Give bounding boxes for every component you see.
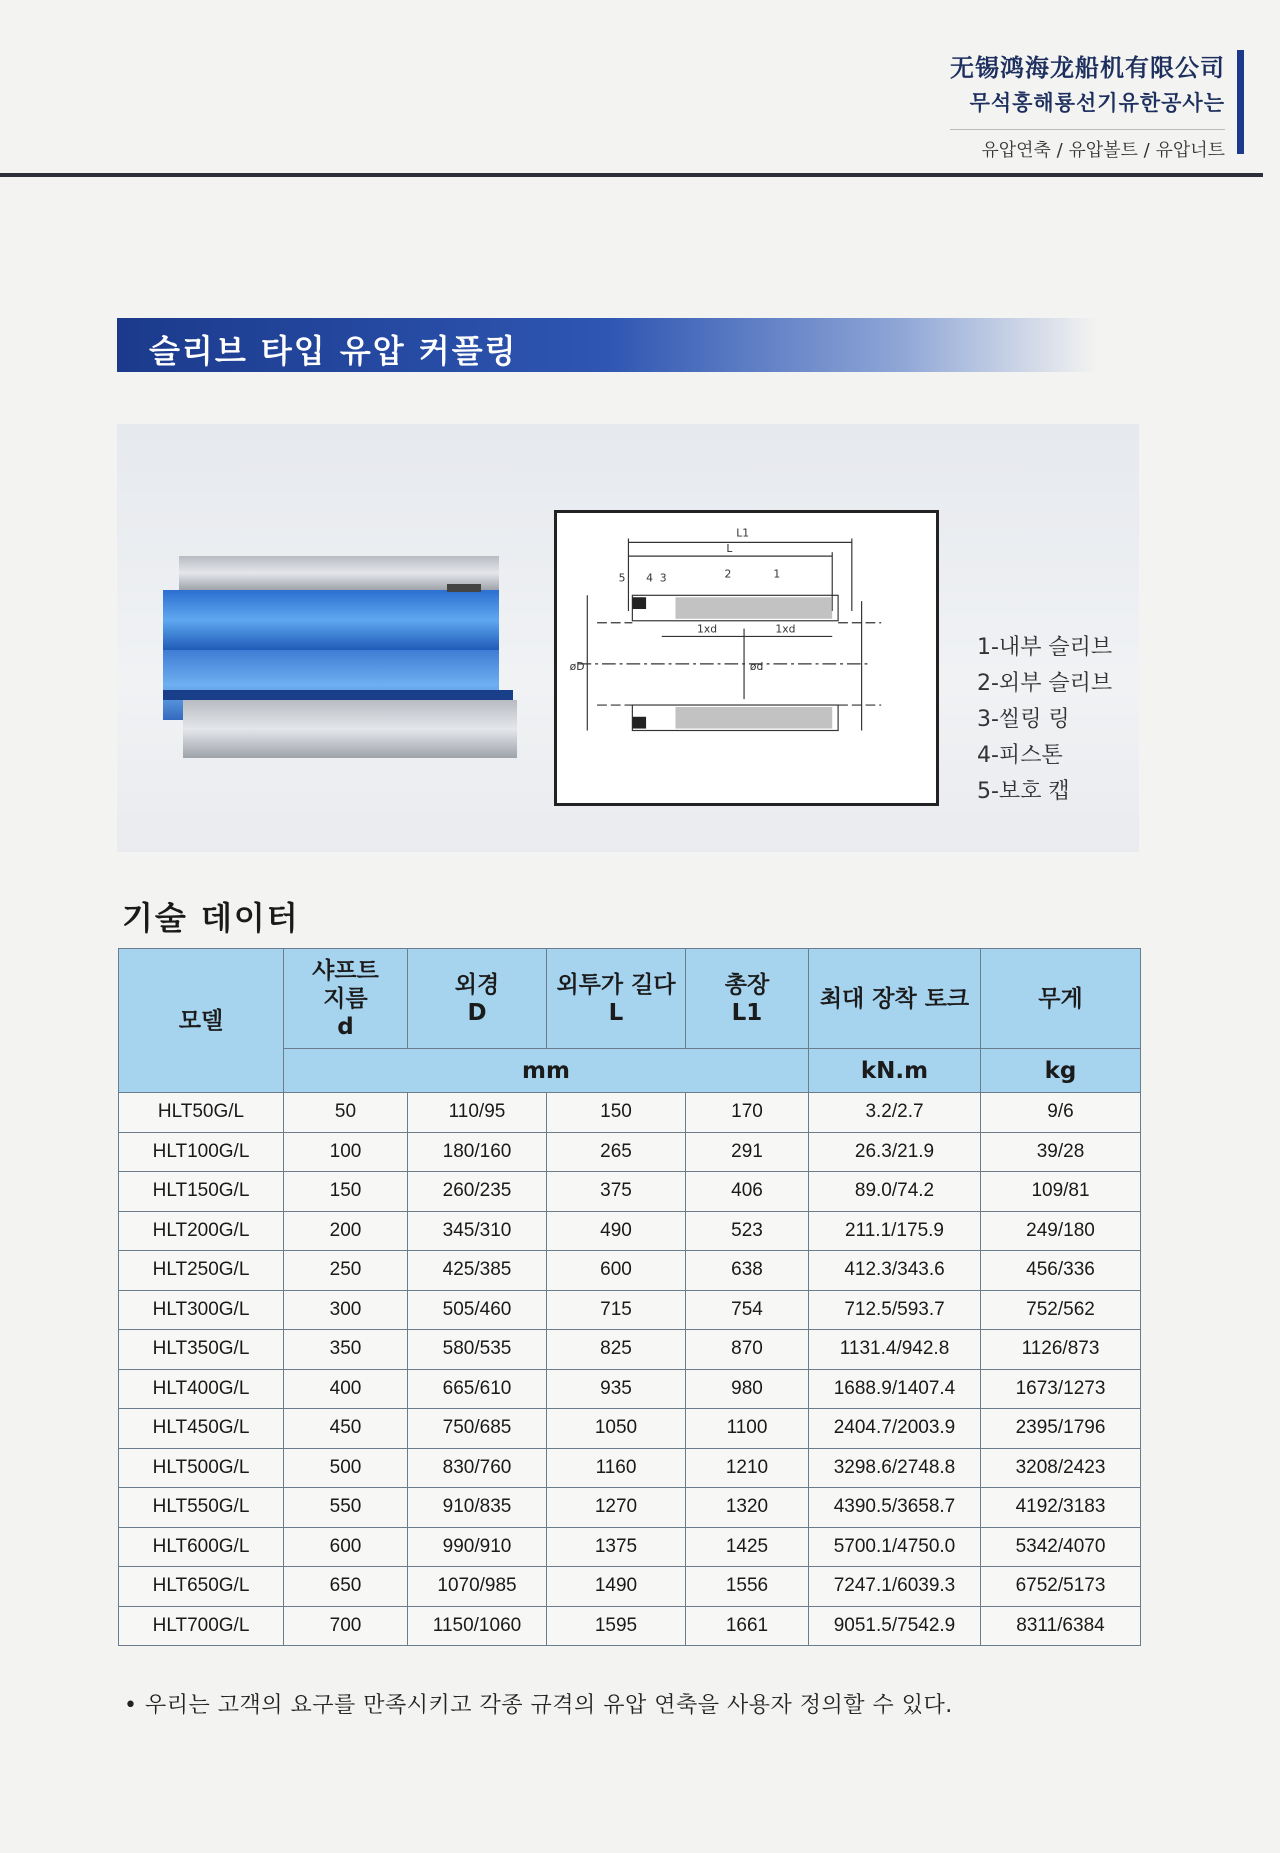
coupling-technical-drawing: [554, 510, 939, 806]
header-divider: [0, 173, 1263, 177]
header-line: L: [608, 999, 624, 1026]
table-cell: 712.5/593.7: [809, 1290, 981, 1330]
company-name-ko: 무석홍해룡선기유한공사는: [969, 91, 1225, 115]
table-cell: 211.1/175.9: [809, 1211, 981, 1251]
parts-legend: [977, 630, 1112, 810]
table-cell: 8311/6384: [981, 1606, 1141, 1646]
callout-number: 2: [724, 567, 732, 581]
dim-label: øD: [569, 659, 585, 673]
table-cell: 50: [284, 1093, 408, 1133]
table-row: [119, 1251, 1141, 1291]
table-cell: 180/160: [408, 1132, 547, 1172]
table-cell: 490: [547, 1211, 686, 1251]
table-cell: 910/835: [408, 1488, 547, 1528]
unit-weight: kg: [981, 1049, 1141, 1093]
table-cell: 870: [686, 1330, 809, 1370]
table-row: [119, 1290, 1141, 1330]
table-cell: 1210: [686, 1448, 809, 1488]
table-cell: 1320: [686, 1488, 809, 1528]
table-cell: 4192/3183: [981, 1488, 1141, 1528]
table-cell: 650: [284, 1567, 408, 1607]
table-cell: 935: [547, 1369, 686, 1409]
table-cell: HLT600G/L: [119, 1527, 284, 1567]
header-total-length: [686, 949, 809, 1049]
table-cell: 400: [284, 1369, 408, 1409]
table-cell: 1050: [547, 1409, 686, 1449]
table-cell: 665/610: [408, 1369, 547, 1409]
table-cell: 580/535: [408, 1330, 547, 1370]
table-cell: HLT550G/L: [119, 1488, 284, 1528]
product-figure: [117, 424, 1139, 852]
section-title: 슬리브 타입 유압 커플링: [149, 332, 518, 370]
unit-torque: kN.m: [809, 1049, 981, 1093]
table-cell: 300: [284, 1290, 408, 1330]
table-cell: 406: [686, 1172, 809, 1212]
table-cell: 265: [547, 1132, 686, 1172]
table-cell: 638: [686, 1251, 809, 1291]
table-cell: 250: [284, 1251, 408, 1291]
header-shaft-diameter: [284, 949, 408, 1049]
table-cell: HLT650G/L: [119, 1567, 284, 1607]
table-cell: HLT450G/L: [119, 1409, 284, 1449]
table-cell: 3298.6/2748.8: [809, 1448, 981, 1488]
table-cell: 1100: [686, 1409, 809, 1449]
table-cell: 825: [547, 1330, 686, 1370]
table-cell: 5342/4070: [981, 1527, 1141, 1567]
table-cell: 752/562: [981, 1290, 1141, 1330]
legend-item: 5-보호 캡: [977, 779, 1070, 804]
table-cell: 1425: [686, 1527, 809, 1567]
table-cell: HLT700G/L: [119, 1606, 284, 1646]
company-header: [950, 48, 1225, 162]
header-weight: 무게: [981, 949, 1141, 1049]
table-row: [119, 1527, 1141, 1567]
table-cell: 89.0/74.2: [809, 1172, 981, 1212]
section-banner: [117, 318, 1097, 372]
product-categories: 유압연축 / 유압볼트 / 유압너트: [950, 129, 1225, 162]
table-cell: 412.3/343.6: [809, 1251, 981, 1291]
table-cell: 26.3/21.9: [809, 1132, 981, 1172]
table-row: [119, 1567, 1141, 1607]
dim-label: 1xd: [697, 622, 718, 636]
header-line: d: [337, 1013, 354, 1040]
table-cell: 5700.1/4750.0: [809, 1527, 981, 1567]
header-max-torque: 최대 장착 토크: [809, 949, 981, 1049]
legend-item: 1-내부 슬리브: [977, 635, 1113, 660]
table-row: [119, 1606, 1141, 1646]
legend-item: 2-외부 슬리브: [977, 671, 1113, 696]
table-cell: 170: [686, 1093, 809, 1133]
table-cell: 345/310: [408, 1211, 547, 1251]
table-cell: 1070/985: [408, 1567, 547, 1607]
table-cell: 750/685: [408, 1409, 547, 1449]
table-row: [119, 1409, 1141, 1449]
header-outer-diameter: [408, 949, 547, 1049]
table-cell: HLT150G/L: [119, 1172, 284, 1212]
table-cell: 2404.7/2003.9: [809, 1409, 981, 1449]
table-cell: 3208/2423: [981, 1448, 1141, 1488]
table-cell: 249/180: [981, 1211, 1141, 1251]
table-row: [119, 1369, 1141, 1409]
header-line: 외경: [454, 971, 500, 998]
table-cell: 1375: [547, 1527, 686, 1567]
table-cell: 980: [686, 1369, 809, 1409]
table-cell: 9051.5/7542.9: [809, 1606, 981, 1646]
table-cell: 1131.4/942.8: [809, 1330, 981, 1370]
table-cell: 6752/5173: [981, 1567, 1141, 1607]
table-row: [119, 1448, 1141, 1488]
table-cell: HLT200G/L: [119, 1211, 284, 1251]
table-cell: 700: [284, 1606, 408, 1646]
table-cell: HLT300G/L: [119, 1290, 284, 1330]
table-cell: 4390.5/3658.7: [809, 1488, 981, 1528]
table-cell: 291: [686, 1132, 809, 1172]
legend-item: 4-피스톤: [977, 743, 1063, 768]
company-name-cn: 无锡鸿海龙船机有限公司: [950, 54, 1225, 82]
technical-data-table: [118, 948, 1141, 1646]
table-cell: 350: [284, 1330, 408, 1370]
header-model: 모델: [119, 949, 284, 1093]
table-cell: 830/760: [408, 1448, 547, 1488]
table-cell: 109/81: [981, 1172, 1141, 1212]
callout-number: 5: [618, 571, 626, 585]
table-cell: HLT50G/L: [119, 1093, 284, 1133]
table-cell: 550: [284, 1488, 408, 1528]
table-row: [119, 1172, 1141, 1212]
table-cell: 600: [284, 1527, 408, 1567]
dim-label: 1xd: [775, 622, 796, 636]
table-cell: 456/336: [981, 1251, 1141, 1291]
table-cell: 1673/1273: [981, 1369, 1141, 1409]
table-cell: 1126/873: [981, 1330, 1141, 1370]
table-cell: 1661: [686, 1606, 809, 1646]
table-cell: 1150/1060: [408, 1606, 547, 1646]
table-cell: HLT350G/L: [119, 1330, 284, 1370]
dim-label: ød: [749, 659, 764, 673]
table-cell: 110/95: [408, 1093, 547, 1133]
table-row: [119, 1093, 1141, 1133]
header-line: 샤프트: [312, 957, 379, 984]
table-cell: 260/235: [408, 1172, 547, 1212]
callout-number: 1: [773, 567, 781, 581]
table-cell: 425/385: [408, 1251, 547, 1291]
sleeve-product-image: [157, 554, 519, 764]
table-cell: 150: [547, 1093, 686, 1133]
callout-number: 4: [646, 571, 653, 585]
table-body: [119, 1093, 1141, 1646]
table-cell: 1270: [547, 1488, 686, 1528]
table-row: [119, 1330, 1141, 1370]
table-cell: 600: [547, 1251, 686, 1291]
header-accent-bar: [1237, 50, 1244, 154]
table-cell: 1490: [547, 1567, 686, 1607]
unit-mm: mm: [284, 1049, 809, 1093]
header-line: 외투가 길다: [556, 971, 676, 998]
header-line: D: [467, 999, 487, 1026]
table-cell: 2395/1796: [981, 1409, 1141, 1449]
table-title: 기술 데이터: [122, 899, 300, 937]
table-cell: 200: [284, 1211, 408, 1251]
header-line: 총장: [724, 971, 770, 998]
table-cell: 375: [547, 1172, 686, 1212]
table-cell: 150: [284, 1172, 408, 1212]
dim-label: L1: [736, 526, 750, 540]
table-cell: 1160: [547, 1448, 686, 1488]
table-row: [119, 1132, 1141, 1172]
table-cell: 450: [284, 1409, 408, 1449]
table-cell: 3.2/2.7: [809, 1093, 981, 1133]
table-cell: HLT500G/L: [119, 1448, 284, 1488]
table-cell: 7247.1/6039.3: [809, 1567, 981, 1607]
table-row: [119, 1211, 1141, 1251]
table-cell: 1688.9/1407.4: [809, 1369, 981, 1409]
table-cell: 1595: [547, 1606, 686, 1646]
table-cell: HLT100G/L: [119, 1132, 284, 1172]
table-cell: 1556: [686, 1567, 809, 1607]
table-cell: 505/460: [408, 1290, 547, 1330]
table-cell: 523: [686, 1211, 809, 1251]
footnote: • 우리는 고객의 요구를 만족시키고 각종 규격의 유압 연축을 사용자 정의할 수 있다.: [124, 1693, 953, 1718]
table-cell: 9/6: [981, 1093, 1141, 1133]
header-line: L1: [731, 999, 763, 1026]
table-cell: 500: [284, 1448, 408, 1488]
table-cell: 715: [547, 1290, 686, 1330]
legend-item: 3-씰링 링: [977, 707, 1070, 732]
header-line: 지름: [323, 985, 368, 1012]
table-cell: 990/910: [408, 1527, 547, 1567]
dim-label: L: [726, 542, 733, 556]
table-cell: 39/28: [981, 1132, 1141, 1172]
table-cell: 100: [284, 1132, 408, 1172]
header-sleeve-length: [547, 949, 686, 1049]
table-cell: HLT250G/L: [119, 1251, 284, 1291]
callout-number: 3: [659, 571, 667, 585]
table-row: [119, 1488, 1141, 1528]
table-cell: 754: [686, 1290, 809, 1330]
table-cell: HLT400G/L: [119, 1369, 284, 1409]
